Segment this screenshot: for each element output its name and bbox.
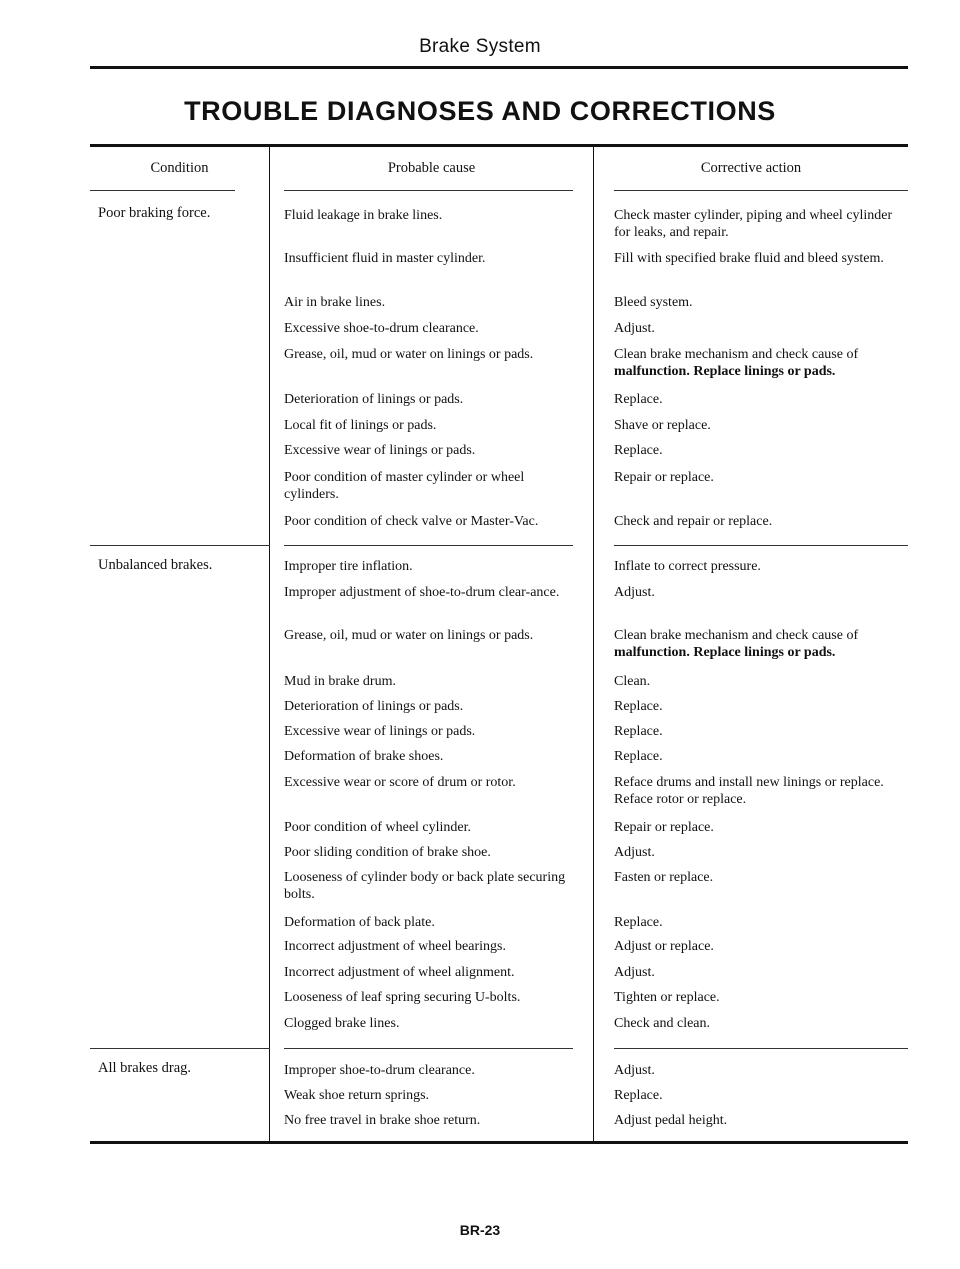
action-cell: Repair or replace. [614, 470, 714, 485]
cause-cell: Poor condition of wheel cylinder. [284, 820, 472, 835]
cause-cell: Local fit of linings or pads. [284, 418, 437, 433]
column-divider [593, 146, 594, 1141]
cause-cell: Poor condition of check valve or Master-Vac. [284, 514, 539, 529]
cause-cell: Grease, oil, mud or water on linings or pads. [284, 628, 534, 643]
header-rule [90, 66, 908, 69]
action-text: Clean brake mechanism and check cause of [614, 347, 859, 362]
action-cell: Bleed system. [614, 295, 693, 310]
group-separator [284, 1048, 573, 1049]
column-divider [269, 146, 270, 1141]
table-top-rule [90, 144, 908, 147]
page-title: TROUBLE DIAGNOSES AND CORRECTIONS [184, 96, 776, 126]
action-cell: Inflate to correct pressure. [614, 559, 761, 574]
action-cell: Adjust. [614, 965, 655, 980]
action-cell: Fasten or replace. [614, 870, 714, 885]
action-cell: Adjust. [614, 585, 655, 600]
header-separator [284, 190, 573, 191]
cause-cell: No free travel in brake shoe return. [284, 1113, 481, 1128]
column-header-cause: Probable cause [387, 160, 476, 176]
group-separator [90, 1048, 270, 1049]
cause-cell: Poor sliding condition of brake shoe. [284, 845, 491, 860]
group-separator [90, 545, 270, 546]
cause-cell: Clogged brake lines. [284, 1016, 400, 1031]
action-cell: Adjust pedal height. [614, 1113, 728, 1128]
action-cell: Replace. [614, 1088, 663, 1103]
action-cell: Replace. [614, 699, 663, 714]
action-cell: Replace. [614, 749, 663, 764]
action-cell: Tighten or replace. [614, 990, 720, 1005]
action-text-bold: malfunction. Replace linings or pads. [614, 645, 836, 660]
action-cell: Adjust or replace. [614, 939, 714, 954]
cause-cell: Improper shoe-to-drum clearance. [284, 1063, 475, 1078]
action-text: Clean brake mechanism and check cause of [614, 628, 859, 643]
action-cell: Replace. [614, 915, 663, 930]
cause-cell: Excessive wear of linings or pads. [284, 443, 476, 458]
table-bottom-rule [90, 1141, 908, 1144]
cause-cell: Deterioration of linings or pads. [284, 699, 464, 714]
cause-cell: Incorrect adjustment of wheel alignment. [284, 965, 515, 980]
action-cell: Check and repair or replace. [614, 514, 773, 529]
action-cell: Replace. [614, 724, 663, 739]
cause-cell: Poor condition of master cylinder or wheel cylinders. [284, 470, 525, 502]
cause-cell: Looseness of cylinder body or back plate securing bolts. [284, 870, 566, 902]
group-separator [614, 545, 908, 546]
cause-cell: Looseness of leaf spring securing U-bolts. [284, 990, 521, 1005]
cause-cell: Improper adjustment of shoe-to-drum clear-ance. [284, 585, 560, 600]
cause-cell: Fluid leakage in brake lines. [284, 208, 443, 223]
cause-cell: Excessive wear or score of drum or rotor. [284, 775, 516, 790]
action-cell: Replace. [614, 392, 663, 407]
action-cell: Repair or replace. [614, 820, 714, 835]
cause-cell: Deformation of back plate. [284, 915, 435, 930]
cause-cell: Mud in brake drum. [284, 674, 396, 689]
group-separator [284, 545, 573, 546]
header-separator [614, 190, 908, 191]
action-text-bold: malfunction. Replace linings or pads. [614, 364, 836, 379]
condition-label: All brakes drag. [98, 1060, 192, 1076]
action-cell: Shave or replace. [614, 418, 711, 433]
group-separator [614, 1048, 908, 1049]
action-cell: Adjust. [614, 845, 655, 860]
action-cell: Reface drums and install new linings or replace. Reface rotor or replace. [614, 775, 884, 807]
cause-cell: Insufficient fluid in master cylinder. [284, 251, 486, 266]
action-cell [614, 346, 904, 380]
action-cell: Replace. [614, 443, 663, 458]
cause-cell: Grease, oil, mud or water on linings or pads. [284, 347, 534, 362]
action-cell: Adjust. [614, 321, 655, 336]
column-header-action: Corrective action [700, 160, 802, 176]
page-number: BR-23 [459, 1222, 501, 1238]
cause-cell: Air in brake lines. [284, 295, 386, 310]
cause-cell: Improper tire inflation. [284, 559, 413, 574]
section-header: Brake System [419, 36, 541, 57]
cause-cell: Weak shoe return springs. [284, 1088, 430, 1103]
action-cell: Check master cylinder, piping and wheel cylinder for leaks, and repair. [614, 208, 893, 240]
cause-cell: Excessive wear of linings or pads. [284, 724, 476, 739]
action-cell [614, 627, 904, 661]
action-cell: Adjust. [614, 1063, 655, 1078]
column-header-condition: Condition [150, 160, 209, 176]
header-separator [90, 190, 235, 191]
action-cell: Clean. [614, 674, 651, 689]
condition-label: Poor braking force. [98, 205, 211, 221]
action-cell: Check and clean. [614, 1016, 711, 1031]
action-cell: Fill with specified brake fluid and bleed system. [614, 251, 884, 266]
cause-cell: Deterioration of linings or pads. [284, 392, 464, 407]
cause-cell: Deformation of brake shoes. [284, 749, 444, 764]
cause-cell: Incorrect adjustment of wheel bearings. [284, 939, 506, 954]
condition-label: Unbalanced brakes. [98, 557, 213, 573]
cause-cell: Excessive shoe-to-drum clearance. [284, 321, 479, 336]
